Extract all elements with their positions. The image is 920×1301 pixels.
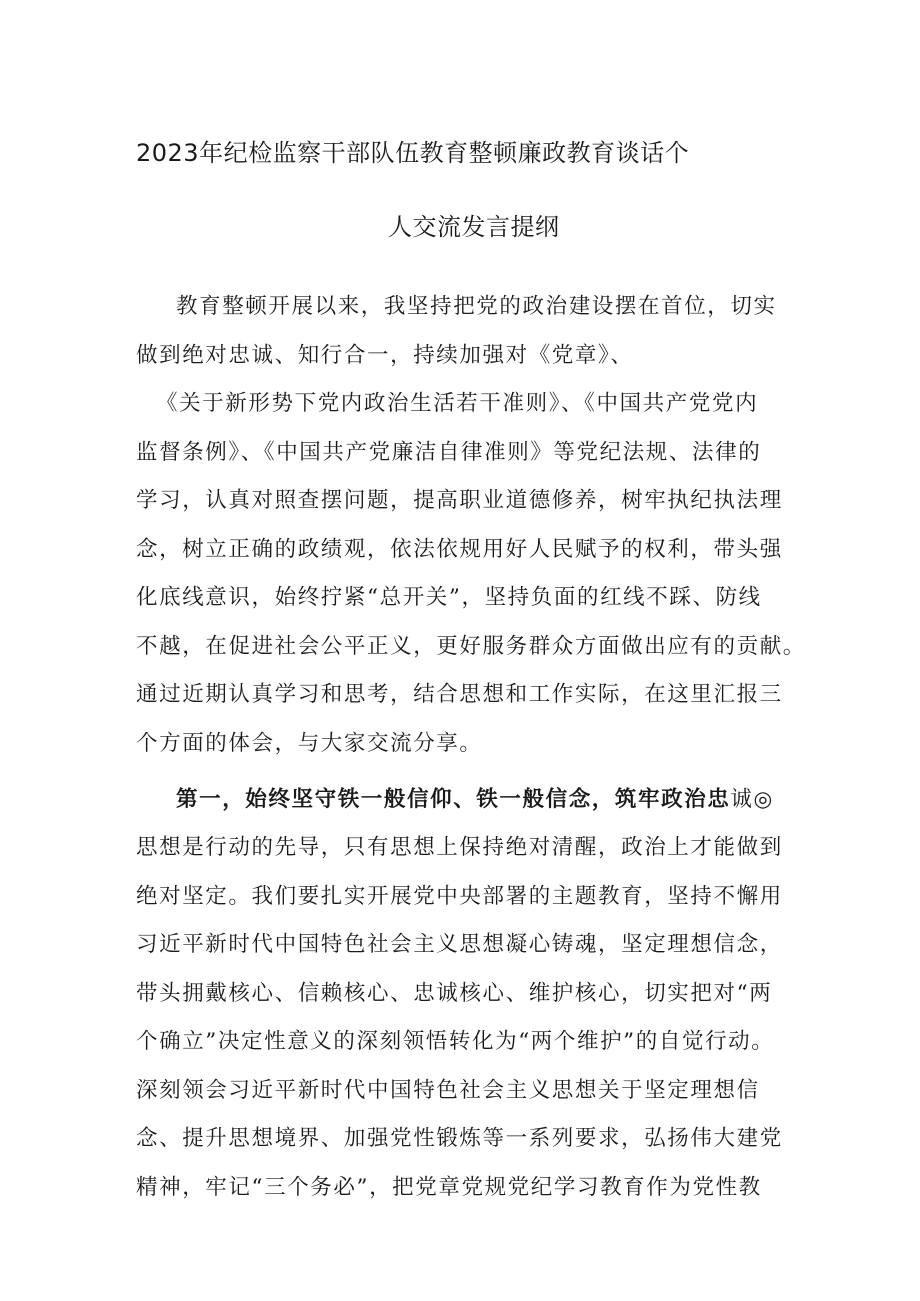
paragraph-2-line: 精神，牢记“三个务必”，把党章党规党纪学习教育作为党性教 — [136, 1175, 762, 1200]
paragraph-1-line: 做到绝对忠诚、知行合一，持续加强对《党章》、 — [136, 343, 634, 368]
paragraph-1-line: 学习，认真对照查摆问题，提高职业道德修养，树牢执纪执法理 — [136, 488, 783, 513]
paragraph-1-line: 化底线意识，始终拧紧“总开关”，坚持负面的红线不踩、防线 — [136, 585, 762, 610]
paragraph-1-line: 监督条例》、《中国共产党廉洁自律准则》等党纪法规、法律的 — [136, 440, 762, 465]
paragraph-1-line: 个方面的体会，与大家交流分享。 — [136, 731, 483, 756]
section-1-heading: 第一，始终坚守铁一般信仰、铁一般信念，筑牢政治忠 — [176, 787, 731, 812]
paragraph-1-line: 《关于新形势下党内政治生活若干准则》、《中国共产党党内 — [156, 391, 759, 416]
paragraph-2-line: 个确立”决定性意义的深刻领悟转化为“两个维护”的自觉行动。 — [136, 1029, 775, 1054]
section-1-heading-line — [176, 782, 774, 813]
paragraph-2-line: 绝对坚定。我们要扎实开展党中央部署的主题教育，坚持不懈用 — [136, 884, 783, 909]
document-title-line-1: 2023年纪检监察干部队伍教育整顿廉政教育谈话个 — [136, 139, 690, 167]
paragraph-2-line: 习近平新时代中国特色社会主义思想凝心铸魂，坚定理想信念， — [136, 932, 783, 957]
paragraph-2-line: 深刻领会习近平新时代中国特色社会主义思想关于坚定理想信 — [136, 1078, 760, 1103]
paragraph-2-line: 念、提升思想境界、加强党性锻炼等一系列要求，弘扬伟大建党 — [136, 1126, 783, 1151]
section-1-heading-tail: 诚◎ — [730, 787, 774, 812]
document-title-line-2: 人交流发言提纲 — [388, 213, 560, 241]
paragraph-1-line: 不越，在促进社会公平正义，更好服务群众方面做出应有的贡献。 — [136, 634, 806, 659]
paragraph-2-line: 带头拥戴核心、信赖核心、忠诚核心、维护核心，切实把对“两 — [136, 981, 773, 1006]
paragraph-1-line: 念，树立正确的政绩观，依法依规用好人民赋予的权利，带头强 — [136, 537, 783, 562]
paragraph-1-line: 教育整顿开展以来，我坚持把党的政治建设摆在首位，切实 — [176, 294, 777, 319]
paragraph-2-line: 思想是行动的先导，只有思想上保持绝对清醒，政治上才能做到 — [136, 835, 783, 860]
paragraph-1-line: 通过近期认真学习和思考，结合思想和工作实际，在这里汇报三 — [136, 682, 783, 707]
